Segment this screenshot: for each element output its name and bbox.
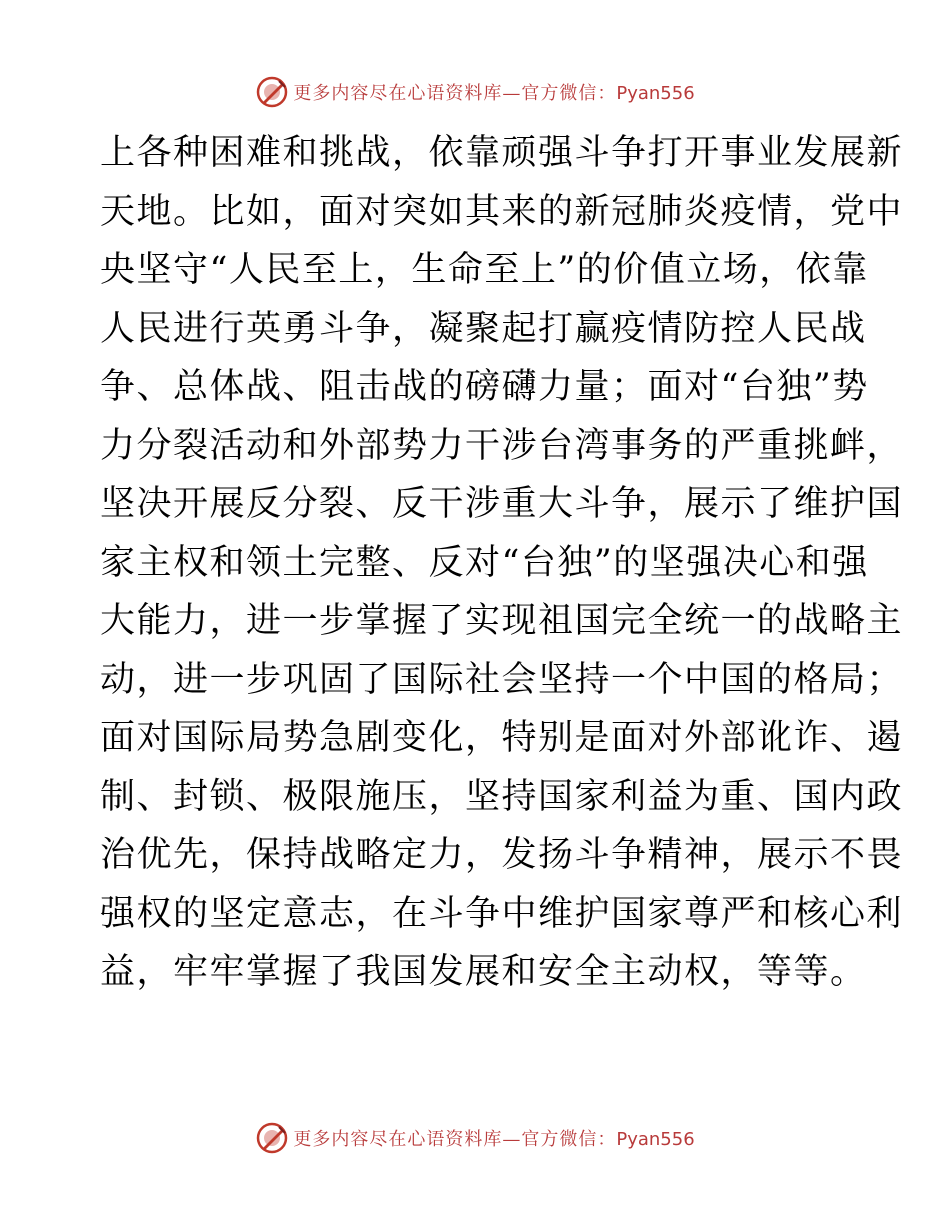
header-watermark [0,72,950,112]
text-line: 上各种困难和挑战，依靠顽强斗争打开事业发展新 [100,133,904,173]
text-line: 大能力，进一步掌握了实现祖国完全统一的战略主 [100,601,904,641]
text-line: 家主权和领土完整、反对“台独”的坚强决心和强 [100,542,869,583]
document-body [100,124,904,1002]
text-line: 争、总体战、阻击战的磅礴力量；面对“台独”势 [100,367,869,407]
text-line: 力分裂活动和外部势力干涉台湾事务的严重挑衅， [100,425,904,466]
text-line: 动，进一步巩固了国际社会坚持一个中国的格局； [100,659,904,700]
text-line: 治优先，保持战略定力，发扬斗争精神，展示不畏 [100,835,904,875]
watermark-account: Pyan556 [616,1129,695,1150]
text-line: 天地。比如，面对突如其来的新冠肺炎疫情，党中 [100,191,904,232]
watermark-text [293,1125,694,1151]
text-line: 坚决开展反分裂、反干涉重大斗争，展示了维护国 [100,484,904,524]
pen-logo-icon [255,1121,289,1155]
pen-logo-icon [255,75,289,109]
footer-watermark [0,1118,950,1158]
watermark-text [293,79,694,105]
text-line: 面对国际局势急剧变化，特别是面对外部讹诈、遏 [100,718,904,758]
watermark-label: 更多内容尽在心语资料库—官方微信： [293,1129,617,1150]
watermark-label: 更多内容尽在心语资料库—官方微信： [293,83,617,104]
text-line: 人民进行英勇斗争，凝聚起打赢疫情防控人民战 [100,308,867,349]
text-line: 制、封锁、极限施压，坚持国家利益为重、国内政 [100,776,904,817]
watermark-account: Pyan556 [616,83,695,104]
text-line: 央坚守“人民至上，生命至上”的价值立场，依靠 [100,250,869,290]
text-line: 益，牢牢掌握了我国发展和安全主动权，等等。 [100,952,867,992]
text-line: 强权的坚定意志，在斗争中维护国家尊严和核心利 [100,893,904,934]
